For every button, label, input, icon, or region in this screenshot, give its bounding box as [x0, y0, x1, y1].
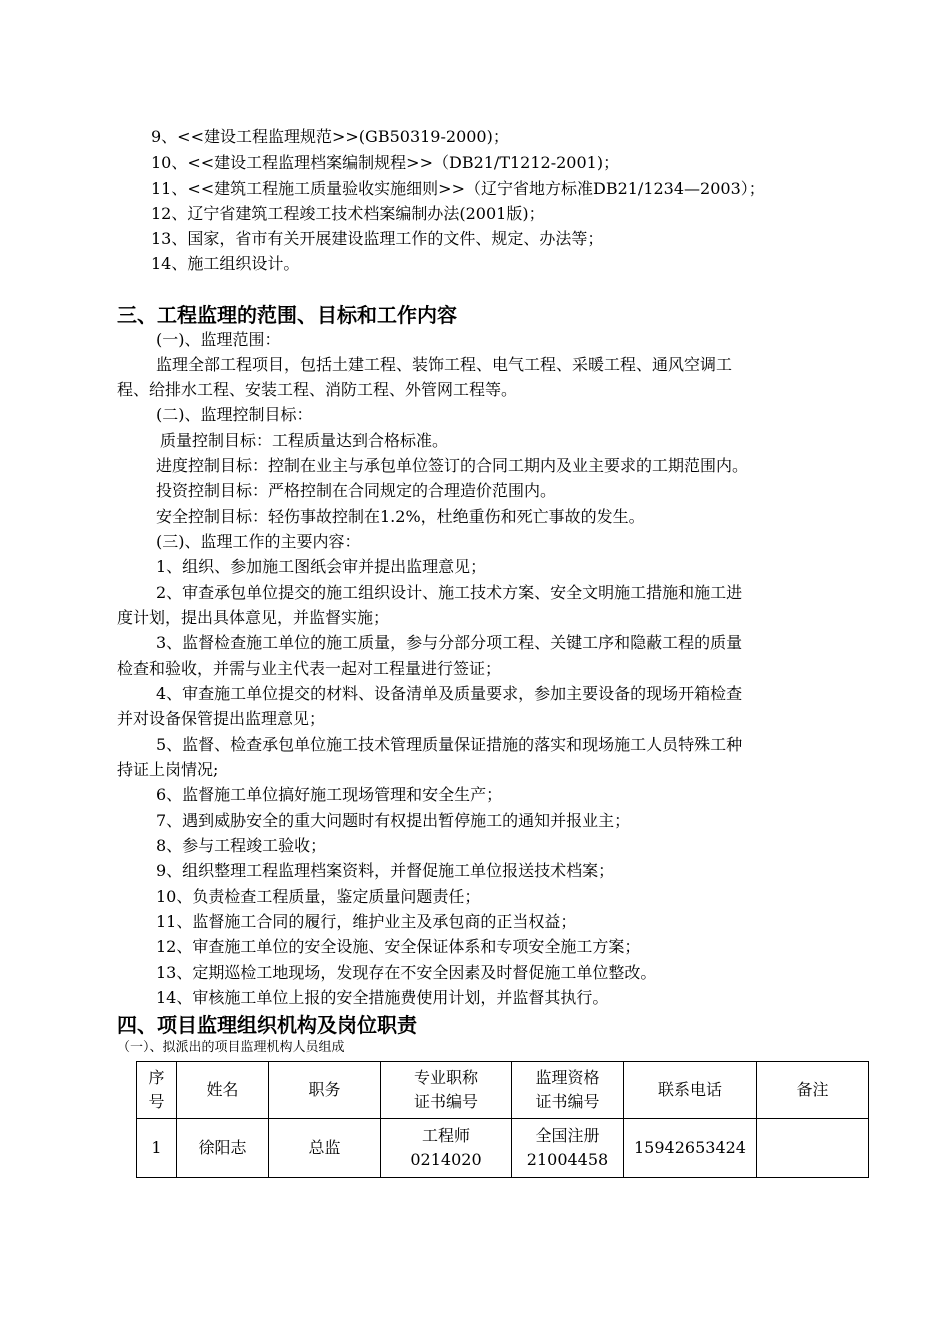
cell-qual-cert: 全国注册 21004458 — [512, 1119, 624, 1178]
work-item: 11、监督施工合同的履行，维护业主及承包商的正当权益； — [156, 912, 577, 931]
table-header-row — [137, 1062, 869, 1119]
ref-item: 14、施工组织设计。 — [151, 254, 300, 273]
cell-name: 徐阳志 — [177, 1119, 269, 1178]
work-item: 3、监督检查施工单位的施工质量，参与分部分项工程、关键工序和隐蔽工程的质量 — [156, 633, 743, 652]
work-item: 5、监督、检查承包单位施工技术管理质量保证措施的落实和现场施工人员特殊工种 — [156, 735, 743, 754]
work-item: 持证上岗情况; — [117, 760, 219, 779]
work-item: 1、组织、参加施工图纸会审并提出监理意见； — [156, 557, 487, 576]
goal-schedule: 进度控制目标：控制在业主与承包单位签订的合同工期内及业主要求的工期范围内。 — [156, 456, 749, 475]
work-item: 度计划，提出具体意见，并监督实施； — [117, 608, 390, 627]
cell-title-cert: 工程师 0214020 — [381, 1119, 512, 1178]
paragraph-line: 监理全部工程项目，包括土建工程、装饰工程、电气工程、采暖工程、通风空调工 — [156, 355, 733, 374]
header-cell-title-cert: 专业职称 证书编号 — [381, 1062, 512, 1119]
work-item: 8、参与工程竣工验收； — [156, 836, 327, 855]
paragraph-line: 程、给排水工程、安装工程、消防工程、外管网工程等。 — [117, 380, 518, 399]
work-item: 6、监督施工单位搞好施工现场管理和安全生产； — [156, 785, 503, 804]
header-cell-no: 序 号 — [137, 1062, 177, 1119]
header-cell-qual-cert: 监理资格 证书编号 — [512, 1062, 624, 1119]
work-item: 4、审查施工单位提交的材料、设备清单及质量要求，参加主要设备的现场开箱检查 — [156, 684, 743, 703]
table-row — [137, 1119, 869, 1178]
cell-note — [757, 1119, 869, 1178]
section-heading-4: 四、项目监理组织机构及岗位职责 — [117, 1013, 417, 1037]
cell-post: 总监 — [269, 1119, 381, 1178]
work-item: 7、遇到威胁安全的重大问题时有权提出暂停施工的通知并报业主； — [156, 811, 631, 830]
subheading-scope: (一)、监理范围： — [156, 330, 281, 349]
goal-investment: 投资控制目标：严格控制在合同规定的合理造价范围内。 — [156, 481, 557, 500]
ref-item: 11、<<建筑工程施工质量验收实施细则>>（辽宁省地方标准DB21/1234—2003）； — [151, 179, 765, 198]
table-caption: （一）、拟派出的项目监理机构人员组成 — [117, 1040, 345, 1055]
section-heading-3: 三、工程监理的范围、目标和工作内容 — [117, 303, 457, 327]
subheading-goals: (二)、监理控制目标： — [156, 405, 313, 424]
work-item: 9、组织整理工程监理档案资料，并督促施工单位报送技术档案； — [156, 861, 615, 880]
ref-item: 13、国家，省市有关开展建设监理工作的文件、规定、办法等； — [151, 229, 604, 248]
work-item: 2、审查承包单位提交的施工组织设计、施工技术方案、安全文明施工措施和施工进 — [156, 583, 743, 602]
ref-item: 9、<<建设工程监理规范>>(GB50319-2000)； — [151, 127, 509, 146]
staff-table — [136, 1061, 869, 1178]
header-cell-note: 备注 — [757, 1062, 869, 1119]
goal-safety: 安全控制目标：轻伤事故控制在1.2%，杜绝重伤和死亡事故的发生。 — [156, 507, 645, 526]
work-item: 检查和验收，并需与业主代表一起对工程量进行签证； — [117, 659, 502, 678]
work-item: 10、负责检查工程质量，鉴定质量问题责任； — [156, 887, 481, 906]
cell-phone: 15942653424 — [624, 1119, 757, 1178]
subheading-work: (三)、监理工作的主要内容： — [156, 532, 361, 551]
goal-quality: 质量控制目标：工程质量达到合格标准。 — [160, 431, 449, 450]
cell-no: 1 — [137, 1119, 177, 1178]
work-item: 14、审核施工单位上报的安全措施费使用计划，并监督其执行。 — [156, 988, 609, 1007]
header-cell-name: 姓名 — [177, 1062, 269, 1119]
work-item: 13、定期巡检工地现场，发现存在不安全因素及时督促施工单位整改。 — [156, 963, 657, 982]
header-cell-phone: 联系电话 — [624, 1062, 757, 1119]
ref-item: 12、辽宁省建筑工程竣工技术档案编制办法(2001版)； — [151, 204, 545, 223]
header-cell-post: 职务 — [269, 1062, 381, 1119]
work-item: 12、审查施工单位的安全设施、安全保证体系和专项安全施工方案； — [156, 937, 641, 956]
ref-item: 10、<<建设工程监理档案编制规程>>（DB21/T1212-2001)； — [151, 153, 620, 172]
work-item: 并对设备保管提出监理意见； — [117, 709, 326, 728]
